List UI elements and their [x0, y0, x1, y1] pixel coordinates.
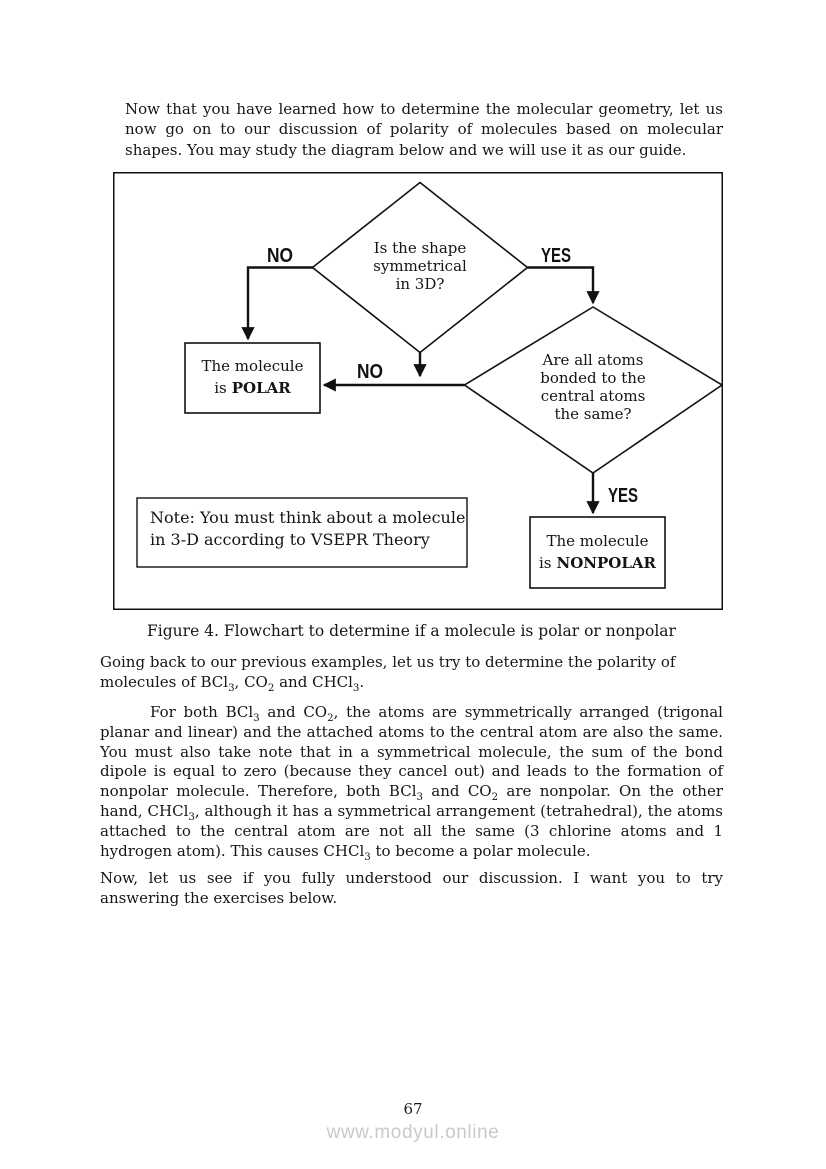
watermark-url: www.modyul.online: [326, 1122, 500, 1143]
paragraph-closing: Now, let us see if you fully understood our discussion. I want you to try answering the exercises below.: [100, 869, 723, 907]
label-yes-bottom: YES: [608, 485, 638, 507]
nonpolar-box-nonpolar-bold: NONPOLAR: [556, 554, 656, 572]
intro-paragraph: Now that you have learned how to determine the molecular geometry, let us now go on to our discussion of polarity of molecules based on molecular shapes. You may study the diagram below and we will use it as our guide.: [125, 100, 723, 159]
polar-box-is: is: [214, 379, 227, 397]
label-no-left: NO: [267, 245, 293, 267]
figure-caption: Figure 4. Flowchart to determine if a molecule is polar or nonpolar: [147, 622, 676, 640]
page-number: 67: [403, 1100, 423, 1118]
edge-yes-to-decision2: [528, 268, 594, 304]
nonpolar-box-line1: The molecule: [546, 532, 649, 550]
label-yes-right: YES: [541, 245, 571, 267]
nonpolar-box-is: is: [539, 554, 552, 572]
note-line1: Note: You must think about a molecule: [150, 508, 466, 527]
decision2-line3: central atoms: [540, 387, 646, 405]
decision2-line4: the same?: [554, 405, 632, 423]
decision2-line1: Are all atoms: [542, 351, 644, 369]
decision2-line2: bonded to the: [540, 369, 646, 387]
paragraph-discussion: For both BCl$_3$ and $CO_2$, the atoms are symmetrically arranged (trigonal planar and linear) and the attached atoms to the central atom are also the same. You must also take note that in a symmetrical molecule, the sum of the bond dipole is equal to zero (because they cancel out) and leads to the formation of nonpolar molecule. Therefore, both BCl$_3$ and $CO_2$ are nonpolar. On the other hand, CHCl$_3$, although it has a symmetrical arrangement (tetrahedral), the atoms attached to the central atom are not all the same (3 chlorine atoms and 1 hydrogen atom). This causes CHCl$_3$ to become a polar molecule.: [100, 703, 723, 863]
label-no-mid: NO: [357, 361, 383, 383]
polar-box-polar-bold: POLAR: [231, 379, 291, 397]
polar-box-line2: [214, 379, 291, 397]
decision1-line3: in 3D?: [395, 275, 445, 293]
polar-box-line1: The molecule: [201, 357, 304, 375]
polar-result-box: [185, 343, 320, 413]
decision1-line1: Is the shape: [373, 239, 467, 257]
nonpolar-result-box: [530, 517, 665, 588]
decision1-line2: symmetrical: [373, 257, 467, 275]
flowchart-canvas: [113, 172, 723, 610]
edge-no-to-polar: [248, 268, 313, 340]
nonpolar-box-line2: [539, 554, 657, 572]
paragraph-examples: Going back to our previous examples, let us try to determine the polarity of molecules of BCl$_3$, $CO_2$ and CHCl$_3$.: [100, 653, 676, 695]
flowchart-figure: [113, 172, 723, 610]
note-line2: in 3-D according to VSEPR Theory: [150, 530, 430, 549]
